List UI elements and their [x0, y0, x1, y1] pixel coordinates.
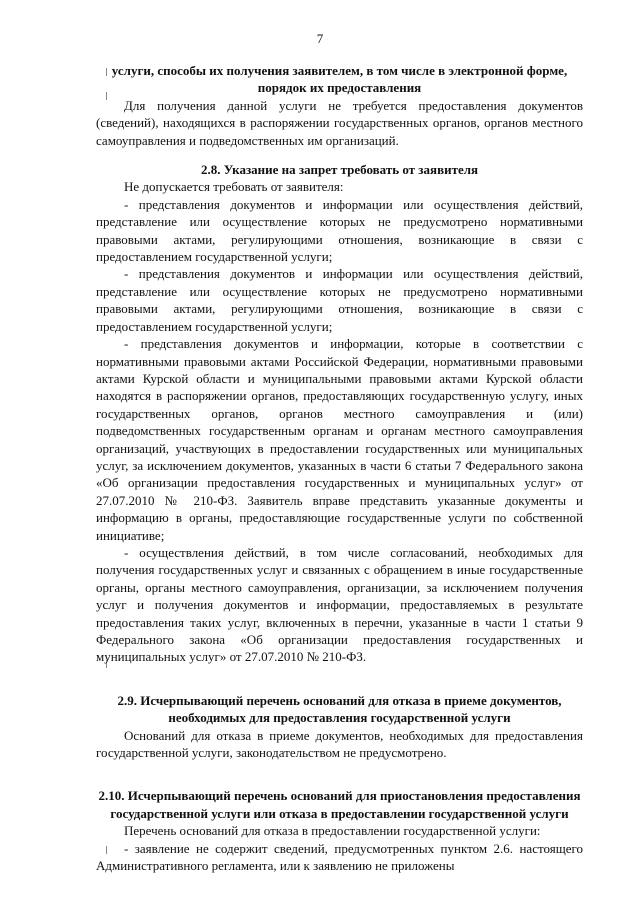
section-2-7-heading-tail: услуги, способы их получения заявителем, в том числе в электронной форме, порядок их предоставления	[111, 63, 568, 96]
section-2-10-intro: Перечень оснований для отказа в предоставлении государственной услуги:	[124, 823, 541, 839]
section-2-9-paragraph: Оснований для отказа в приеме документов, необходимых для предоставления государственной услуги, законодательством не предусмотрено.	[96, 727, 583, 761]
section-2-8-heading: 2.8. Указание на запрет требовать от заявителя	[200, 162, 479, 178]
section-2-10-item-1: - заявление не содержит сведений, предусмотренных пунктом 2.6. настоящего Административного регламента, или к заявлению не приложены	[96, 840, 583, 874]
section-2-8-item-3: - представления документов и информации, которые в соответствии с нормативными правовыми актами Российской Федерации, нормативными правовыми актами Курской области и муниципальными правовыми актами Курской области находятся в распоряжении органов, предоставляющих государственную услугу, иных государственных органов, органов местного самоуправления и (или) подведомственных государственным органам и органам местного самоуправления организаций, участвующих в предоставлении государственных или муниципальных услуг, за исключением документов, указанных в части 6 статьи 7 Федерального закона «Об организации предоставления государственных и муниципальных услуг» от 27.07.2010 № 210-ФЗ. Заявитель вправе представить указанные документы и информацию в органы, предоставляющие государственные услуги по собственной инициативе;	[96, 336, 583, 543]
section-2-8-item-1: - представления документов и информации или осуществления действий, представление или осуществление которых не предусмотрено нормативными правовыми актами, регулирующими отношения, возникающие в связи с предоставлением государственной услуги;	[96, 196, 583, 265]
document-body	[96, 62, 583, 874]
page-number: 7	[316, 31, 324, 46]
section-2-9-heading: 2.9. Исчерпывающий перечень оснований для отказа в приеме документов, необходимых для предоставления государственной услуги	[117, 692, 562, 726]
section-2-10-heading: 2.10. Исчерпывающий перечень оснований для приостановления предоставления государственной услуги или отказа в предоставлении государственной услуги	[98, 788, 581, 821]
section-2-8-item-4: - осуществления действий, в том числе согласований, необходимых для получения государственных услуг и связанных с обращением в иные государственные органы, органы местного самоуправления, организации, за исключением получения услуг и получения документов и информации, предоставляемых в результате предоставления таких услуг, включенных в перечни, указанные в части 1 статьи 9 Федерального закона «Об организации предоставления государственных и муниципальных услуг» от 27.07.2010 № 210-ФЗ.	[96, 544, 583, 665]
section-2-7-paragraph: Для получения данной услуги не требуется предоставления документов (сведений), находящихся в распоряжении государственных органов, органов местного самоуправления и подведомственных им организаций.	[96, 97, 583, 148]
section-2-8-item-2: - представления документов и информации или осуществления действий, представление или осуществление которых не предусмотрено нормативными правовыми актами, регулирующими отношения, возникающие в связи с предоставлением государственной услуги;	[96, 266, 583, 334]
section-2-8-intro: Не допускается требовать от заявителя:	[124, 179, 344, 195]
